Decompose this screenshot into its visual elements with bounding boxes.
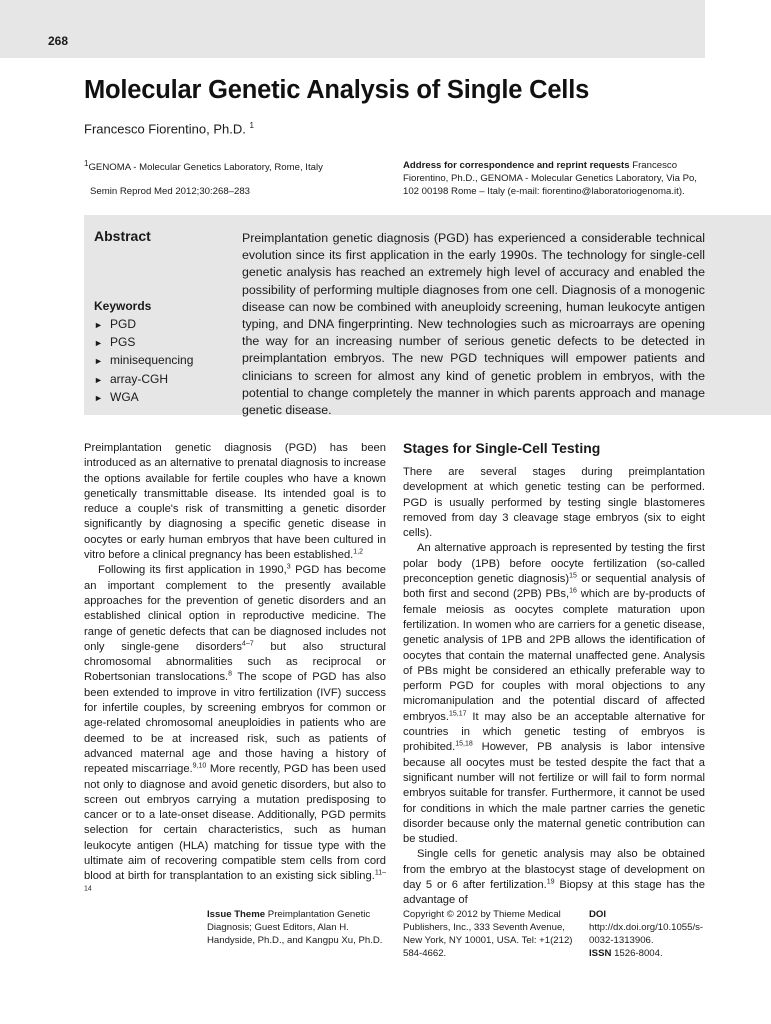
body-paragraph: Following its first application in 1990,$^3$ PGD has become an important complement to the presently available approaches for the prevention of genetic disorders and an established clinical option in reproductive medicine. The range of genetic defects that can be diagnosed includes not only single-gene disorders$^{4-7}$ but also structural chromosomal abnormalities such as reciprocal or Robertsonian translocations.$^8$ The scope of PGD has also been extended to improve in vitro fertilization (IVF) success for infertile couples, by screening embryos for common or age-related chromosomal aneuploidies in patients who are deemed to be at increased risk, such as patients of advanced maternal age and those having a history of repeated miscarriage.$^{9,10}$ More recently, PGD has been used not only to diagnose and avoid genetic disorders, but also to screen out embryos carrying a mutation predisposing to cancer or to a late-onset disease. Additionally, PGD permits selection for certain characteristics, such as human leukocyte antigen (HLA) matching for tissue type with the ultimate aim of recovering compatible stem cells from cord blood at birth for transplantation to an existing sick sibling.$^{11-14}$ [84, 563, 387, 892]
keyword-item: ► PGD [94, 316, 193, 334]
doi-link[interactable]: http://dx.doi.org/10.1055/s-0032-1313906. [589, 922, 704, 946]
abstract-text: Preimplantation genetic diagnosis (PGD) has experienced a considerable technical evolution since its first application in the early 1990s. The technology for single-cell genetic analysis has reached an extremely high level of accuracy and enabled the possibility of performing multiple diagnoses from one cell. Diagnosis of a monogenic disease can now be combined with aneuploidy screening, human leukocyte antigen typing, and DNA fingerprinting. New technologies such as microarrays are opening the way for an increasing number of serious genetic defects to be detected in preimplantation embryos. The new PGD techniques will empower patients and clinicians to screen for almost any kind of genetic problem in embryos, with the potential to change completely the manner in which parents approach and manage genetic disease. [242, 231, 705, 418]
arrow-right-icon: ► [94, 356, 103, 367]
arrow-right-icon: ► [94, 374, 103, 385]
header-band [0, 0, 705, 58]
keywords-heading: Keywords [94, 299, 152, 313]
author-affiliation-mark: 1 [249, 121, 254, 130]
copyright-notice: Copyright © 2012 by Thieme Medical Publishers, Inc., 333 Seventh Avenue, New York, NY 10001, USA. Tel: +1(212) 584-4662. [403, 909, 573, 959]
issue-theme-text: Preimplantation Genetic Diagnosis; Guest Editors, Alan H. Handyside, Ph.D., and Kangpu Xu, Ph.D. [207, 909, 383, 946]
keyword-item: ► WGA [94, 389, 193, 407]
address-label: Address for correspondence and reprint requests [403, 160, 630, 171]
issn-label: ISSN [589, 948, 612, 959]
body-paragraph: There are several stages during preimplantation development at which genetic testing can be performed. PGD is usually performed by testing single blastomeres removed from day 3 cleavage stage embryos (six to eight cells). [403, 466, 705, 540]
author-line [84, 121, 254, 136]
author-name: Francesco Fiorentino, Ph.D. [84, 121, 246, 137]
doi-label: DOI [589, 909, 607, 920]
issn-value: 1526-8004. [614, 948, 663, 959]
address-text: Francesco Fiorentino, Ph.D., GENOMA - Molecular Genetics Laboratory, Via Po, 102 00198 Rome – Italy (e-mail: fiorentino@laboratoriogenoma.it). [403, 160, 697, 197]
affiliation-mark: 1 [84, 159, 89, 168]
arrow-right-icon: ► [94, 392, 103, 403]
issue-theme-label: Issue Theme [207, 909, 266, 920]
abstract-box [84, 215, 771, 418]
keyword-item: ► PGS [94, 334, 193, 352]
body-paragraph: Preimplantation genetic diagnosis (PGD) has been introduced as an alternative to prenatal diagnosis to increase the options available for fertile couples who have a known genetically transmittable disease. Its intended goal is to reduce a couple's risk of transmitting a genetic disorder significantly by diagnosing a specific genetic disease in oocytes or early human embryos that have been cultured in vitro before a clinical pregnancy has been established.$^{1,2}$ [84, 442, 386, 562]
page-number: 268 [48, 34, 69, 48]
affiliation-text: GENOMA - Molecular Genetics Laboratory, Rome, Italy [88, 162, 323, 174]
keywords-list [94, 316, 193, 407]
journal-citation: Semin Reprod Med 2012;30:268–283 [90, 186, 251, 197]
doi-issn [589, 908, 719, 960]
keyword-item: ► minisequencing [94, 352, 193, 370]
abstract-heading: Abstract [94, 228, 151, 244]
section-heading: Stages for Single-Cell Testing [403, 440, 601, 456]
body-column-right [403, 465, 705, 909]
correspondence-address [403, 159, 713, 198]
arrow-right-icon: ► [94, 338, 103, 349]
arrow-right-icon: ► [94, 320, 103, 330]
body-paragraph: An alternative approach is represented by testing the first polar body (1PB) before oocyte fertilization (so-called preconception genetic diagnosis)$^{15}$ or sequential analysis of both first and second (2PB) PBs,$^{16}$ which are by-products of female meiosis as oocytes complete maturation upon fertilization. In women who are carriers for a genetic disease, genetic analysis of 1PB and 2PB allows the identification of oocytes that contain the maternal unaffected gene. Analysis of PBs might be considered an ethically preferable way to perform PGD for couples with moral objections to any micromanipulation and the potential discard of affected embryos.$^{15,17}$ It may also be an acceptable alternative for countries in which genetic testing of embryos is prohibited.$^{15,18}$ However, PB analysis is labor intensive because all oocytes must be tested despite the fact that a significant number will not fertilize or will fail to form normal embryos suitable for transfer. Furthermore, it cannot be used for conditions in which the male partner carries the genetic disorder because only the maternal genetic contribution can be studied. [403, 542, 705, 846]
article-title: Molecular Genetic Analysis of Single Cells [84, 76, 590, 104]
body-column-left [84, 441, 386, 900]
body-paragraph: Single cells for genetic analysis may also be obtained from the embryo at the blastocyst stage of development on day 5 or 6 after fertilization.$^{19}$ Biopsy at this stage has the advantage of [403, 848, 705, 907]
issue-theme [207, 908, 392, 947]
affiliation [84, 159, 384, 173]
keyword-item: ► array-CGH [94, 371, 193, 389]
